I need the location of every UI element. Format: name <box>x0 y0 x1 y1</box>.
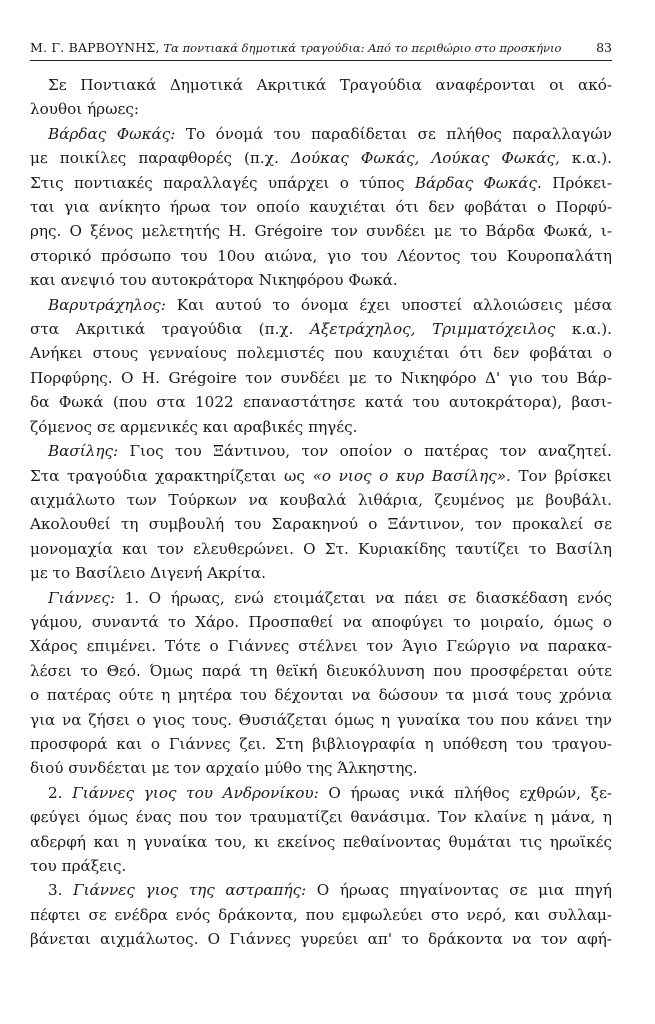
text-line <box>30 488 612 512</box>
text-run: διού συνδέεται με τον αρχαίο μύθο της Άλκηστης. <box>30 759 418 778</box>
text-run: προσφορά και ο Γιάννες ζει. Στη βιβλιογραφία η υπόθεση του τραγου- <box>30 734 612 753</box>
text-line <box>30 610 612 634</box>
italic-term: Βάρδας Φωκάς. <box>414 173 542 192</box>
text-run: στα Ακριτικά τραγούδια (π.χ. <box>30 320 311 339</box>
italic-term: Δούκας Φωκάς, Λούκας Φωκάς, <box>290 149 560 168</box>
text-run: 3. <box>48 881 74 900</box>
text-run: λουθοι ήρωες: <box>30 100 139 119</box>
text-run: δα Φωκά (που στα 1022 επαναστάτησε κατά του αυτοκράτορα), βασι- <box>30 393 612 412</box>
running-header <box>30 40 612 61</box>
text-line <box>30 561 612 585</box>
text-line <box>30 341 612 365</box>
text-run: κ.α.). <box>555 320 613 339</box>
text-run: βάνεται αιχμάλωτος. Ο Γιάννες γυρεύει απ' το δράκοντα να τον αφή- <box>30 930 612 949</box>
text-line <box>30 195 612 219</box>
text-line <box>30 732 612 756</box>
italic-term: Βάρδας Φωκάς: <box>48 124 176 143</box>
text-run: Πρόκει- <box>541 173 613 192</box>
text-run: με ποικίλες παραφθορές (π.χ. <box>30 149 291 168</box>
page-number: 83 <box>596 40 612 55</box>
italic-term: Βασίλης: <box>48 442 119 461</box>
text-line <box>30 683 612 707</box>
text-run: ζόμενος σε αρμενικές και αραβικές πηγές. <box>30 417 358 436</box>
text-line <box>30 390 612 414</box>
text-line <box>30 317 612 341</box>
text-line <box>30 171 612 195</box>
text-line <box>30 537 612 561</box>
text-run: Ακολουθεί τη συμβουλή του Σαρακηνού ο Ξάντινον, τον προκαλεί σε <box>30 515 612 534</box>
text-line <box>30 512 612 536</box>
text-run: ται για ανίκητο ήρωα τον οποίο καυχιέται ότι δεν φοβάται ο Πορφύ- <box>30 198 612 217</box>
text-line <box>30 854 612 878</box>
text-run: του πράξεις. <box>30 857 127 875</box>
text-run: Σε Ποντιακά Δημοτικά Ακριτικά Τραγούδια αναφέρονται οι ακό- <box>48 76 612 94</box>
text-run: Τον βρίσκει <box>510 466 612 485</box>
text-run: 1. Ο ήρωας, ενώ ετοιμάζεται να πάει σε διασκέδαση ενός <box>115 588 612 607</box>
header-author: Μ. Γ. ΒΑΡΒΟΥΝΗΣ, <box>30 40 160 55</box>
text-line <box>30 122 612 146</box>
text-run: ρης. Ο ξένος μελετητής Η. Grégoire τον συνδέει με το Βάρδα Φωκά, ι- <box>30 222 612 241</box>
text-run: Χάρος επιμένει. Τότε ο Γιάννες στέλνει τον Άγιο Γεώργιο να παρακα- <box>30 637 612 656</box>
text-run: αδερφή και η γυναίκα του, κι εκείνος πεθαίνοντας θυμάται τις ηρωϊκές <box>30 832 612 851</box>
text-line <box>30 146 612 170</box>
text-line <box>30 659 612 683</box>
text-line <box>30 268 612 292</box>
italic-term: «ο νιος ο κυρ Βασίλης». <box>312 466 511 485</box>
text-run: Και αυτού το όνομα έχει υποστεί αλλοιώσεις μέσα <box>165 295 612 314</box>
italic-term: Γιάννες γιος του Ανδρονίκου: <box>72 783 319 802</box>
italic-term: Γιάννες: <box>48 588 115 607</box>
text-run: και ανεψιό του αυτοκράτορα Νικηφόρου Φωκά. <box>30 271 398 290</box>
text-run: αιχμάλωτο των Τούρκων να κουβαλά λιθάρια, ζευμένος με βουβάλι. <box>30 490 612 509</box>
text-line <box>30 244 612 268</box>
text-line <box>30 415 612 439</box>
italic-term: Γιάννες γιος της αστραπής: <box>73 881 307 900</box>
text-run: στορικό πρόσωπο του 10ου αιώνα, γιο του Λέοντος του Κουροπαλάτη <box>30 246 612 265</box>
text-line <box>30 634 612 658</box>
text-run: για να ζήσει ο γιος τους. Θυσιάζεται όμως η γυναίκα του που κάνει την <box>30 710 612 729</box>
text-line <box>30 97 612 121</box>
text-line <box>30 464 612 488</box>
text-run: Ο ήρωας πηγαίνοντας σε μια πηγή <box>306 881 612 900</box>
text-line <box>30 781 612 805</box>
text-run: Το όνομά του παραδίδεται σε πλήθος παραλλαγών <box>175 124 612 143</box>
text-line <box>30 439 612 463</box>
text-run: Ανήκει στους γενναίους πολεμιστές που καυχιέται ότι δεν φοβάται ο <box>30 344 612 363</box>
text-run: πέφτει σε ενέδρα ενός δράκοντα, που εμφωλεύει στο νερό, και συλλαμ- <box>30 905 612 924</box>
text-line <box>30 219 612 243</box>
italic-term: Αξετράχηλος, Τριμματόχειλος <box>310 320 556 339</box>
text-run: γάμου, συναντά το Χάρο. Προσπαθεί να αποφύγει το μοιραίο, όμως ο <box>30 612 612 631</box>
text-run: μονομαχία και τον ελευθερώνει. Ο Στ. Κυριακίδης ταυτίζει το Βασίλη <box>30 539 612 558</box>
text-line <box>30 708 612 732</box>
text-line <box>30 878 612 902</box>
text-run: ο πατέρας ούτε η μητέρα του δέχονται να δώσουν τα μισά τους χρόνια <box>30 686 612 705</box>
text-line <box>30 805 612 829</box>
book-page <box>30 40 612 952</box>
text-line <box>30 756 612 780</box>
text-line <box>30 73 612 97</box>
text-line <box>30 903 612 927</box>
text-run: με το Βασίλειο Διγενή Ακρίτα. <box>30 564 266 583</box>
text-line <box>30 293 612 317</box>
italic-term: Βαρυτράχηλος: <box>48 295 166 314</box>
text-run: Γιος του Ξάντινου, τον οποίον ο πατέρας τον αναζητεί. <box>118 442 612 461</box>
text-run: Πορφύρης. Ο Η. Grégoire τον συνδέει με το Νικηφόρο Δ' γιο του Βάρ- <box>30 368 612 387</box>
text-run: Στις ποντιακές παραλλαγές υπάρχει ο τύπος <box>30 173 415 192</box>
body-text <box>30 73 612 952</box>
running-header-text <box>30 40 561 55</box>
text-line <box>30 366 612 390</box>
text-line <box>30 586 612 610</box>
text-line <box>30 830 612 854</box>
header-title: Τα ποντιακά δημοτικά τραγούδια: Από το περιθώριο στο προσκήνιο <box>163 41 562 55</box>
text-run: φεύγει όμως ένας που τον τραυματίζει θανάσιμα. Τον κλαίνε η μάνα, η <box>30 808 612 827</box>
text-line <box>30 927 612 951</box>
text-run: λέσει το Θεό. Όμως παρά τη θεϊκή διευκόλυνση που προσφέρεται ούτε <box>30 661 612 680</box>
text-run: κ.α.). <box>559 149 612 168</box>
text-run: Ο ήρωας νικά πλήθος εχθρών, ξε- <box>318 783 612 802</box>
text-run: 2. <box>48 783 73 802</box>
text-run: Στα τραγούδια χαρακτηρίζεται ως <box>30 466 313 485</box>
